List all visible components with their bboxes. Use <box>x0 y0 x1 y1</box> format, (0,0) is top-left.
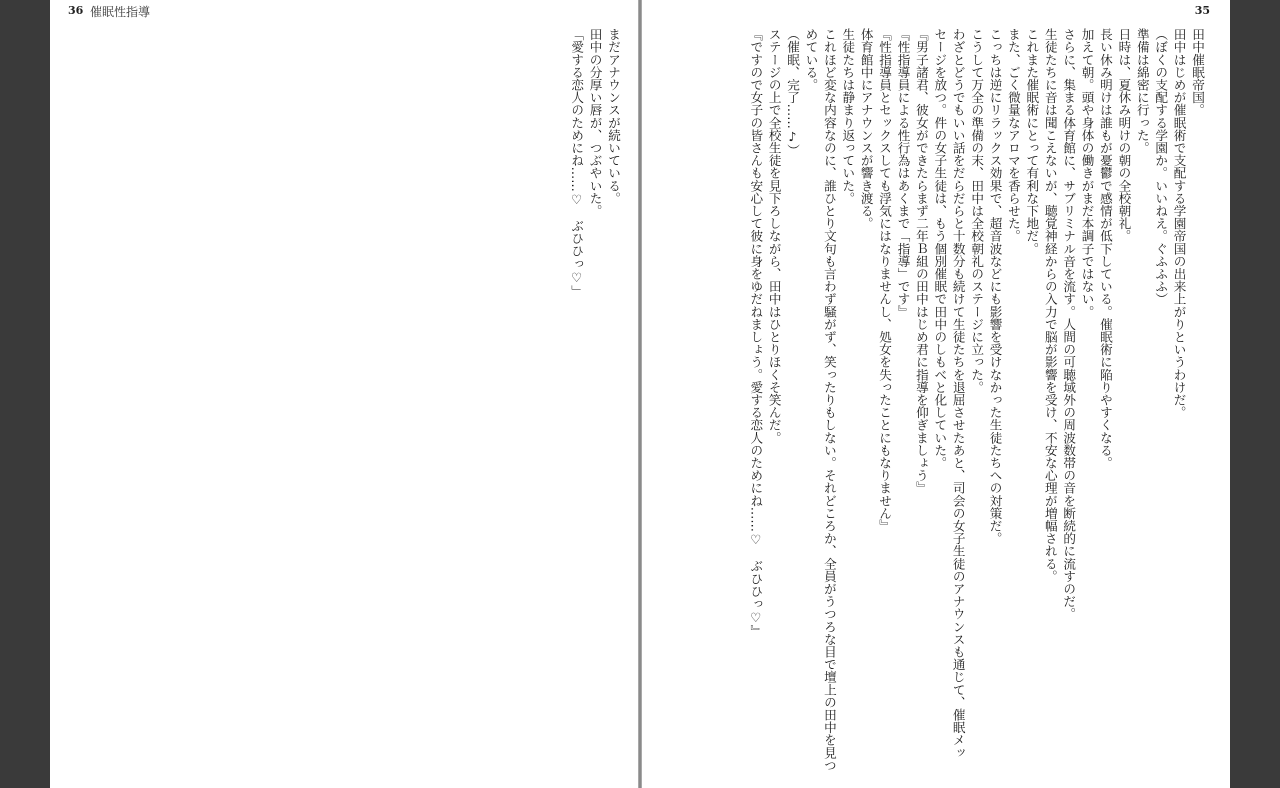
text-line: 『性指導員とセックスしても浮気にはなりませんし、処女を失ったことにもなりません』 <box>877 28 893 532</box>
text-line: めている。 <box>803 28 819 91</box>
text-line: 田中の分厚い唇が、つぶやいた。 <box>587 28 603 217</box>
text-line: 生徒たちは静まり返っていた。 <box>840 28 856 205</box>
left-page <box>50 0 638 788</box>
text-line: 「愛する恋人のためにね……♡ ぶひひっ♡」 <box>569 28 585 298</box>
text-line: これほど変な内容なのに、誰ひとり文句も言わず騒がず、笑ったりもしない。それどころか、全員がうつろな目で壇上の田中を見つ <box>821 28 837 772</box>
text-line: 体育館中にアナウンスが響き渡る。 <box>858 28 874 230</box>
text-line: 『ですので女子の皆さんも安心して彼に身をゆだねましょう。愛する恋人のためにね……♡ ぶひひっ♡』 <box>748 28 764 638</box>
text-line: これまた催眠術にとって有利な下地だ。 <box>1024 28 1040 255</box>
text-line: 生徒たちに音は聞こえないが、聴覚神経からの入力で脳が影響を受け、不安な心理が増幅される。 <box>1042 28 1058 583</box>
text-line: （催眠、完了……♪） <box>785 28 801 157</box>
text-line: まだアナウンスが続いている。 <box>606 28 621 205</box>
right-page <box>642 0 1230 788</box>
text-line: こうして万全の準備の末、田中は全校朝礼のステージに立った。 <box>969 28 985 394</box>
text-line: こっちは逆にリラックス効果で、超音波などにも影響を受けなかった生徒たちへの対策だ。 <box>987 28 1003 545</box>
text-line: ステージの上で全校生徒を見下ろしながら、田中はひとりほくそ笑んだ。 <box>766 28 782 444</box>
text-line: 田中催眠帝国。 <box>1190 28 1205 117</box>
text-line: 加えて朝。頭や身体の働きがまだ本調子ではない。 <box>1079 28 1095 318</box>
text-line: 日時は、夏休み明けの朝の全校朝礼。 <box>1116 28 1132 243</box>
left-page-text <box>567 28 622 768</box>
right-page-text <box>746 28 1206 772</box>
page-number: 36 <box>68 4 84 17</box>
text-line: 田中はじめが催眠術で支配する学園帝国の出来上がりというわけだ。 <box>1171 28 1187 419</box>
text-line: 準備は綿密に行った。 <box>1134 28 1150 154</box>
text-line: セージを放つ。件の女子生徒は、もう個別催眠で田中のしもべと化していた。 <box>932 28 948 469</box>
text-line: また、ごく微量なアロマを香らせた。 <box>1005 28 1021 243</box>
text-line: わざとどうでもいい話をだらだらと十数分も続けて生徒たちを退屈させたあと、司会の女子生徒のアナウンスも通じて、催眠メッ <box>950 28 966 759</box>
text-line: さらに、集まる体育館に、サブリミナル音を流す。人間の可聴域外の周波数帯の音を断続的に流すのだ。 <box>1061 28 1077 621</box>
text-line: 『性指導員による性行為はあくまで「指導」です』 <box>895 28 911 318</box>
page-number: 35 <box>1194 4 1210 17</box>
text-line: （ぼくの支配する学園か。いいねえ。ぐふふふ） <box>1153 28 1169 306</box>
running-head: 催眠性指導 <box>90 5 151 19</box>
text-line: 『男子諸君、彼女ができたらまず二年Ｂ組の田中はじめ君に指導を仰ぎましょう』 <box>913 28 929 495</box>
text-line: 長い休み明けは誰もが憂鬱で感情が低下している。催眠術に陥りやすくなる。 <box>1097 28 1113 469</box>
